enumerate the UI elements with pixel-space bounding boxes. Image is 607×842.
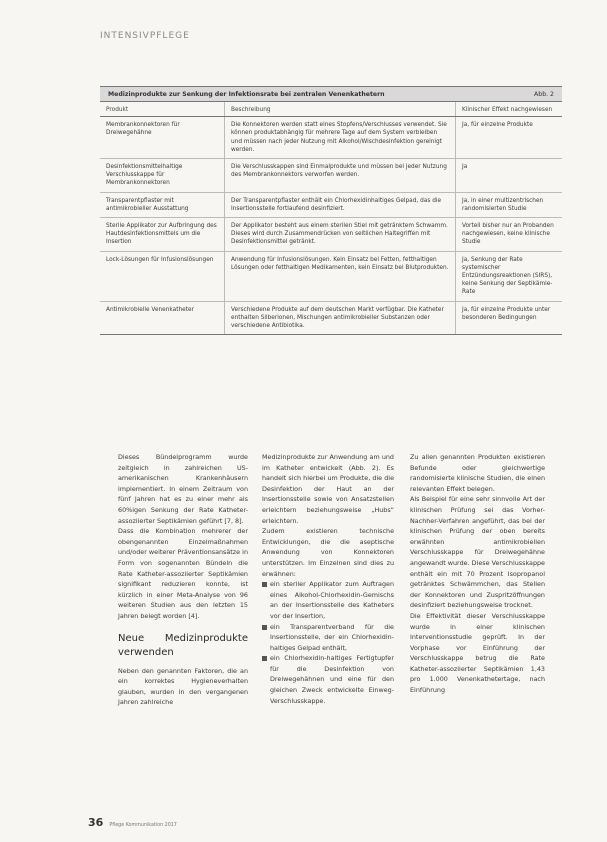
bullet-item [262,653,394,706]
table-row [100,159,562,193]
table-header-row [100,102,562,117]
cell-effekt: Vorteil bisher nur an Probanden nachgewiesen, keine klinische Studie [456,218,563,252]
bullet-text: ein Chlorhexidin-haltiges Fertigtupfer für die Desinfektion von Dreiwegehähnen und eine für den gleichen Zweck entwickelte Einweg-Verschlusskappe. [270,654,394,705]
journal-name: Pflege Kommunikation 2017 [109,823,177,828]
cell-beschreibung: Der Applikator besteht aus einem sterilen Stiel mit getränktem Schwamm. Dieses wird durch Zusammendrücken von seitlichen Haltegriffen mit Desinfektionsmittel getränkt. [225,218,456,252]
paragraph: Zu allen genannten Produkten existieren Befunde oder gleichwertige randomisierte klinische Studien, die einen relevanten Effekt belegen. [410,453,545,493]
bullet-item [262,622,394,654]
page-number: 36 [88,816,104,829]
article-column-3 [410,452,545,696]
figure-label: Abb. 2 [534,90,554,98]
article-column-1 [118,452,248,708]
page-footer [88,816,177,829]
table-caption [100,86,562,102]
column-header-effekt: Klinischer Effekt nachgewiesen [456,102,563,117]
product-table [100,86,562,335]
paragraph: Die Effektivität dieser Verschlusskappe wurde in einer klinischen Interventionsstudie geprüft. In der Vorphase vor Einführung der Verschlusskappe betrug die Rate Katheter-assoziierter Septikämien 1,43 pro 1.000 Venenkathetertage, nach Einführung [410,611,545,695]
cell-effekt: Ja, Senkung der Rate systemischer Entzündungsreaktionen (SIRS), keine Senkung der Septikämie-Rate [456,251,563,301]
cell-beschreibung: Die Konnektoren werden statt eines Stopfens/Verschlusses verwendet. Sie können produktabhängig für mehrere Tage auf dem System verbleiben und müssen nach jeder Nutzung mit Alkohol/Wischdesinfektion gereinigt werden. [225,117,456,159]
paragraph: Dieses Bündelprogramm wurde zeitgleich in zahlreichen US-amerikanischen Krankenhäusern implementiert. In einem Zeitraum von fünf Jahren hat es zu einer mehr als 60%igen Senkung der Rate Katheter-assoziierter Septikämien geführt [7, 8]. [118,453,248,525]
cell-effekt: Ja [456,159,563,193]
bullet-text: ein Transparentverband für die Insertionsstelle, der ein Chlorhexidin-haltiges Gelpad enthält, [270,622,394,652]
column-header-beschreibung: Beschreibung [225,102,456,117]
table-title: Medizinprodukte zur Senkung der Infektionsrate bei zentralen Venenkathetern [108,90,385,98]
cell-effekt: Ja, für einzelne Produkte unter besonderen Bedingungen [456,301,563,335]
bullet-square-icon [262,656,267,661]
cell-produkt: Sterile Applikator zur Aufbringung des Hautdesinfektionsmittels um die Insertion [100,218,225,252]
cell-beschreibung: Anwendung für Infusionslösungen. Kein Einsatz bei Fetten, fetthaltigen Lösungen oder fetthaltigen Medikamenten, kein Einsatz bei Blutprodukten. [225,251,456,301]
section-label: INTENSIVPFLEGE [100,31,190,41]
cell-produkt: Lock-Lösungen für Infusionslösungen [100,251,225,301]
table-row [100,218,562,252]
table-row [100,251,562,301]
cell-beschreibung: Die Verschlusskappen sind Einmalprodukte und müssen bei jeder Nutzung des Membrankonnektors verworfen werden. [225,159,456,193]
cell-beschreibung: Verschiedene Produkte auf dem deutschen Markt verfügbar. Die Katheter enthalten Silberionen, Mischungen antimikrobieller Substanzen oder verschiedene Antibiotika. [225,301,456,335]
cell-produkt: Transparentpflaster mit antimikrobieller Ausstattung [100,192,225,217]
bullet-square-icon [262,625,267,630]
bullet-square-icon [262,582,267,587]
table-row [100,301,562,335]
cell-produkt: Antimikrobielle Venenkatheter [100,301,225,335]
paragraph: Als Beispiel für eine sehr sinnvolle Art der klinischen Prüfung sei das Vorher-Nachher-Verfahren angeführt, das bei der klinischen Prüfung der oben bereits erwähnten antimikrobiellen Verschlusskappe für Dreiwegehähne angewandt wurde. Diese Verschlusskappe enthält ein mit 70 Prozent Isopropanol getränktes Schwämmchen, das Stellen der Konnektoren und Zuspritzöffnungen desinfiziert beziehungsweise trocknet. [410,495,545,610]
cell-effekt: Ja, für einzelne Produkte [456,117,563,159]
bullet-text: ein steriler Applikator zum Auftragen eines Alkohol-Chlorhexidin-Gemischs an der Insertionsstelle des Katheters vor der Insertion, [270,580,394,620]
cell-produkt: Membrankonnektoren für Dreiwegehähne [100,117,225,159]
table-grid [100,102,562,335]
section-heading: Neue Medizinprodukte verwenden [118,632,248,658]
paragraph: Dass die Kombination mehrerer der obengenannten Einzelmaßnahmen und/oder weiterer Präventionsansätze in Form von sogenannten Bündeln die Rate Katheter-assoziierter Septikämien signifikant reduzieren konnte, ist kürzlich in einer Meta-Analyse von 96 weiteren Studien aus den letzten 15 Jahren belegt worden [4]. [118,527,248,620]
cell-beschreibung: Der Transparentpflaster enthält ein Chlorhexidinhaltiges Gelpad, das die Insertionsstelle fortlaufend desinfiziert. [225,192,456,217]
paragraph: Medizinprodukte zur Anwendung am und im Katheter entwickelt (Abb. 2). Es handelt sich hierbei um Produkte, die die Desinfektion der Haut an der Insertionsstelle sowie von Ansatzstellen erleichtern beziehungsweise „Hubs“ erleichtern. [262,453,394,525]
cell-effekt: Ja, in einer multizentrischen randomisierten Studie [456,192,563,217]
article-column-2 [262,452,394,706]
table-row [100,117,562,159]
table-row [100,192,562,217]
paragraph: Zudem existieren technische Entwicklungen, die die aseptische Anwendung von Konnektoren unterstützen. Im Einzelnen sind dies zu erwähnen: [262,527,394,578]
bullet-item [262,579,394,621]
cell-produkt: Desinfektionsmittelhaltige Verschlusskappe für Membrankonnektoren [100,159,225,193]
paragraph: Neben den genannten Faktoren, die an ein korrektes Hygieneverhalten glauben, wurden in den vergangenen Jahren zahlreiche [118,666,248,707]
column-header-produkt: Produkt [100,102,225,117]
